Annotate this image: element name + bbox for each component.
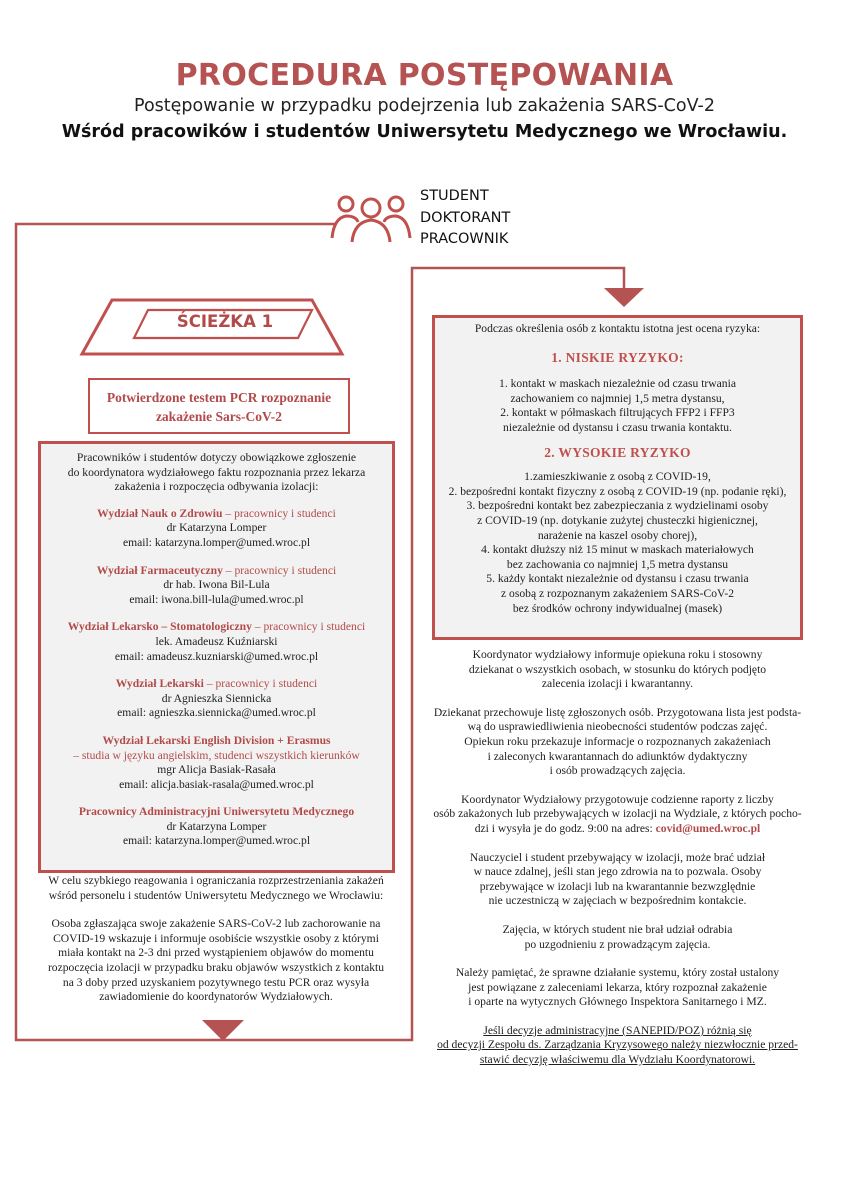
risk-assessment-content xyxy=(434,322,801,616)
note-paragraph xyxy=(422,851,813,909)
page-title: PROCEDURA POSTĘPOWANIA xyxy=(175,58,674,93)
text-line: zalecenia izolacji i kwarantanny. xyxy=(541,677,694,691)
arrow-down-icon xyxy=(604,288,644,307)
reporting-instructions xyxy=(30,874,402,1015)
intro-line: zakażenia i rozpoczęcia odbywania izolacji: xyxy=(114,480,319,494)
pcr-line-1: Potwierdzone testem PCR rozpoznanie xyxy=(106,390,332,405)
procedure-notes xyxy=(422,648,813,1078)
text-line: po uzgodnieniu z prowadzącym zajęcia. xyxy=(524,937,711,951)
reporting-paragraph xyxy=(30,917,402,1005)
faculty-email[interactable]: email: katarzyna.lomper@umed.wroc.pl xyxy=(122,834,311,848)
coordinators-intro xyxy=(40,451,393,495)
text-line: na 3 doby przed uzyskaniem pozytywnego testu PCR oraz wysyła xyxy=(62,975,370,989)
faculty-person: mgr Alicja Basiak-Rasała xyxy=(157,763,276,777)
faculty-block xyxy=(40,507,393,551)
pcr-line-2: zakażenie Sars-CoV-2 xyxy=(155,409,283,424)
risk-line: 2. bezpośredni kontakt fizyczny z osobą z COVID-19 (np. podanie ręki), xyxy=(448,484,787,498)
risk-line: niezależnie od dystansu i czasu trwania kontaktu. xyxy=(503,420,732,434)
text-line: i zaleconych kwarantannach do adiunktów dydaktyczny xyxy=(487,749,748,763)
note-paragraph xyxy=(422,966,813,1010)
people-icon xyxy=(332,197,410,242)
text-line: nie uczestniczą w zajęciach w bezpośrednim kontakcie. xyxy=(488,894,747,908)
pcr-confirmation-box xyxy=(88,378,350,434)
text-line: wą do usprawiedliwienia nieobecności studentów podczas zajęć. xyxy=(467,720,768,734)
low-risk-list xyxy=(434,377,801,435)
intro-line: do koordynatora wydziałowego faktu rozpoznania przez lekarza xyxy=(67,465,366,479)
reporting-paragraph xyxy=(30,874,402,903)
note-paragraph xyxy=(422,706,813,779)
text-line: COVID-19 wskazuje i informuje osobiście wszystkie osoby z którymi xyxy=(53,931,379,945)
text-line: osób zakażonych lub przebywających w izolacji na Wydziale, z których pocho- xyxy=(433,807,802,821)
text-line: Dziekanat przechowuje listę zgłoszonych osób. Przygotowana lista jest podsta- xyxy=(433,705,802,719)
covid-email-link[interactable]: covid@umed.wroc.pl xyxy=(655,821,761,835)
text-line: Koordynator Wydziałowy przygotowuje codzienne raporty z liczby xyxy=(461,792,774,806)
text-line: w nauce zdalnej, jeśli stan jego zdrowia na to pozwala. Osoby xyxy=(473,865,762,879)
faculty-name: Pracownicy Administracyjni Uniwersytetu Medycznego xyxy=(78,805,355,819)
faculty-block xyxy=(40,677,393,721)
text-line: Osoba zgłaszająca swoje zakażenie SARS-CoV-2 lub zachorowanie na xyxy=(51,917,381,931)
faculty-block xyxy=(40,734,393,792)
text-line: stawić decyzję właściwemu dla Wydziału Koordynatorowi. xyxy=(479,1053,756,1067)
text-line: jest powiązane z zaleceniami lekarza, który rozpoznał zakażenie xyxy=(468,980,767,994)
risk-intro: Podczas określenia osób z kontaktu istotna jest ocena ryzyka: xyxy=(474,322,761,335)
faculty-name: Wydział Lekarski English Division + Erasmus xyxy=(102,733,331,747)
text-line: Zajęcia, w których student nie brał udział odrabia xyxy=(502,922,733,936)
low-risk-title: 1. NISKIE RYZYKO: xyxy=(551,349,684,365)
text-line: Jeśli decyzje administracyjne (SANEPID/POZ) różnią się xyxy=(483,1023,752,1037)
text-line: od decyzji Zespołu ds. Zarządzania Kryzysowego należy niezwłocznie przed- xyxy=(437,1038,798,1052)
faculty-email[interactable]: email: iwona.bill-lula@umed.wroc.pl xyxy=(129,592,304,606)
faculty-person: dr Katarzyna Lomper xyxy=(166,521,267,535)
note-paragraph xyxy=(422,648,813,692)
text-line: W celu szybkiego reagowania i ograniczania rozprzestrzeniania zakażeń xyxy=(48,874,384,887)
page-subtitle: Postępowanie w przypadku podejrzenia lub zakażenia SARS-CoV-2 xyxy=(134,96,715,116)
faculty-name: Wydział Nauk o Zdrowiu xyxy=(97,506,223,520)
page-subtitle-bold: Wśród pracowików i studentów Uniwersytetu Medycznego we Wrocławiu. xyxy=(61,122,788,142)
text-line: przebywające w izolacji lub na kwarantannie bezwzględnie xyxy=(479,879,756,893)
faculty-block xyxy=(40,564,393,608)
risk-line: zachowaniem co najmniej 1,5 metra dystansu, xyxy=(510,391,725,405)
faculty-note: – pracownicy i studenci xyxy=(203,677,318,691)
text-line: miała kontakt na 2-3 dni przed wystąpieniem objawów do momentu xyxy=(58,946,374,960)
faculty-email[interactable]: email: katarzyna.lomper@umed.wroc.pl xyxy=(122,535,311,549)
text-line: dziekanat o wszystkich osobach, w stosunku do których podjęto xyxy=(468,662,767,676)
text-line: rozpoczęcia izolacji w przypadku braku objawów wszystkich z kontaktu xyxy=(47,960,385,974)
text-line: Należy pamiętać, że sprawne działanie systemu, który został ustalony xyxy=(455,966,780,980)
faculty-note: – pracownicy i studenci xyxy=(222,563,337,577)
intro-line: Pracowników i studentów dotyczy obowiązkowe zgłoszenie xyxy=(76,451,357,464)
faculty-note: – studia w języku angielskim, studenci wszystkich kierunków xyxy=(73,748,360,762)
text-line: wśród personelu i studentów Uniwersytetu Medycznego we Wrocławiu: xyxy=(48,888,384,902)
faculty-person: dr Agnieszka Siennicka xyxy=(161,691,272,705)
text-line: i oparte na wytycznych Głównego Inspektora Sanitarnego i MZ. xyxy=(468,995,767,1009)
faculty-email[interactable]: email: alicja.basiak-rasala@umed.wroc.pl xyxy=(119,777,314,791)
risk-line: 1. kontakt w maskach niezależnie od czasu trwania xyxy=(499,377,736,391)
faculty-person: dr Katarzyna Lomper xyxy=(166,819,267,833)
path-label: ŚCIEŻKA 1 xyxy=(176,312,274,331)
faculty-person: lek. Amadeusz Kuźniarski xyxy=(155,634,278,648)
high-risk-title: 2. WYSOKIE RYZYKO xyxy=(544,444,691,460)
risk-line: bez zachowania co najmniej 1,5 metra dystansu xyxy=(506,557,729,571)
faculty-note: – pracownicy i studenci xyxy=(251,620,366,634)
risk-line: 3. bezpośredni kontakt bez zabezpieczania z wydzielinami osoby xyxy=(466,499,769,513)
faculty-name: Wydział Lekarsko – Stomatologiczny xyxy=(67,620,252,634)
risk-line: bez środków ochrony indywidualnej (masek) xyxy=(512,601,723,615)
faculty-email[interactable]: email: amadeusz.kuzniarski@umed.wroc.pl xyxy=(114,649,319,663)
roles-list xyxy=(420,186,510,251)
risk-line: z osobą z rozpoznanym zakażeniem SARS-CoV-2 xyxy=(501,586,734,600)
note-paragraph xyxy=(422,793,813,837)
faculty-block xyxy=(40,805,393,849)
faculty-block xyxy=(40,620,393,664)
text-line: Opiekun roku przekazuje informacje o rozpoznanych zakażeniach xyxy=(464,734,771,748)
risk-line: 5. każdy kontakt niezależnie od dystansu i czasu trwania xyxy=(486,572,749,586)
risk-line: 1.zamieszkiwanie z osobą z COVID-19, xyxy=(524,470,711,484)
arrow-down-icon xyxy=(202,1020,244,1041)
text-line: Koordynator wydziałowy informuje opiekuna roku i stosowny xyxy=(472,648,763,661)
risk-line: z COVID-19 (np. dotykanie zużytej chusteczki higienicznej, xyxy=(477,513,758,527)
note-paragraph-underlined xyxy=(422,1024,813,1068)
faculty-email[interactable]: email: agnieszka.siennicka@umed.wroc.pl xyxy=(117,706,316,720)
text-line: Nauczyciel i student przebywający w izolacji, może brać udział xyxy=(469,850,766,864)
faculty-person: dr hab. Iwona Bil-Lula xyxy=(163,578,270,592)
risk-line: 2. kontakt w półmaskach filtrujących FFP2 i FFP3 xyxy=(500,406,735,420)
faculty-note: – pracownicy i studenci xyxy=(222,506,336,520)
role-doctoral: DOKTORANT xyxy=(420,209,511,226)
faculty-name: Wydział Lekarski xyxy=(115,677,204,691)
coordinators-content xyxy=(40,451,393,859)
risk-line: narażenie na kaszel osoby chorej), xyxy=(537,528,698,542)
text-line: i osób prowadzących zajęcia. xyxy=(549,764,686,778)
risk-line: 4. kontakt dłuższy niż 15 minut w maskach materiałowych xyxy=(481,543,754,557)
faculty-name: Wydział Farmaceutyczny xyxy=(96,563,223,577)
role-employee: PRACOWNIK xyxy=(420,231,509,247)
note-paragraph xyxy=(422,923,813,952)
text-line: zawiadomienie do koordynatorów Wydziałowych. xyxy=(99,990,333,1004)
text-line: dzi i wysyła je do godz. 9:00 na adres: xyxy=(474,821,656,835)
high-risk-list xyxy=(434,470,801,616)
role-student: STUDENT xyxy=(420,188,489,204)
